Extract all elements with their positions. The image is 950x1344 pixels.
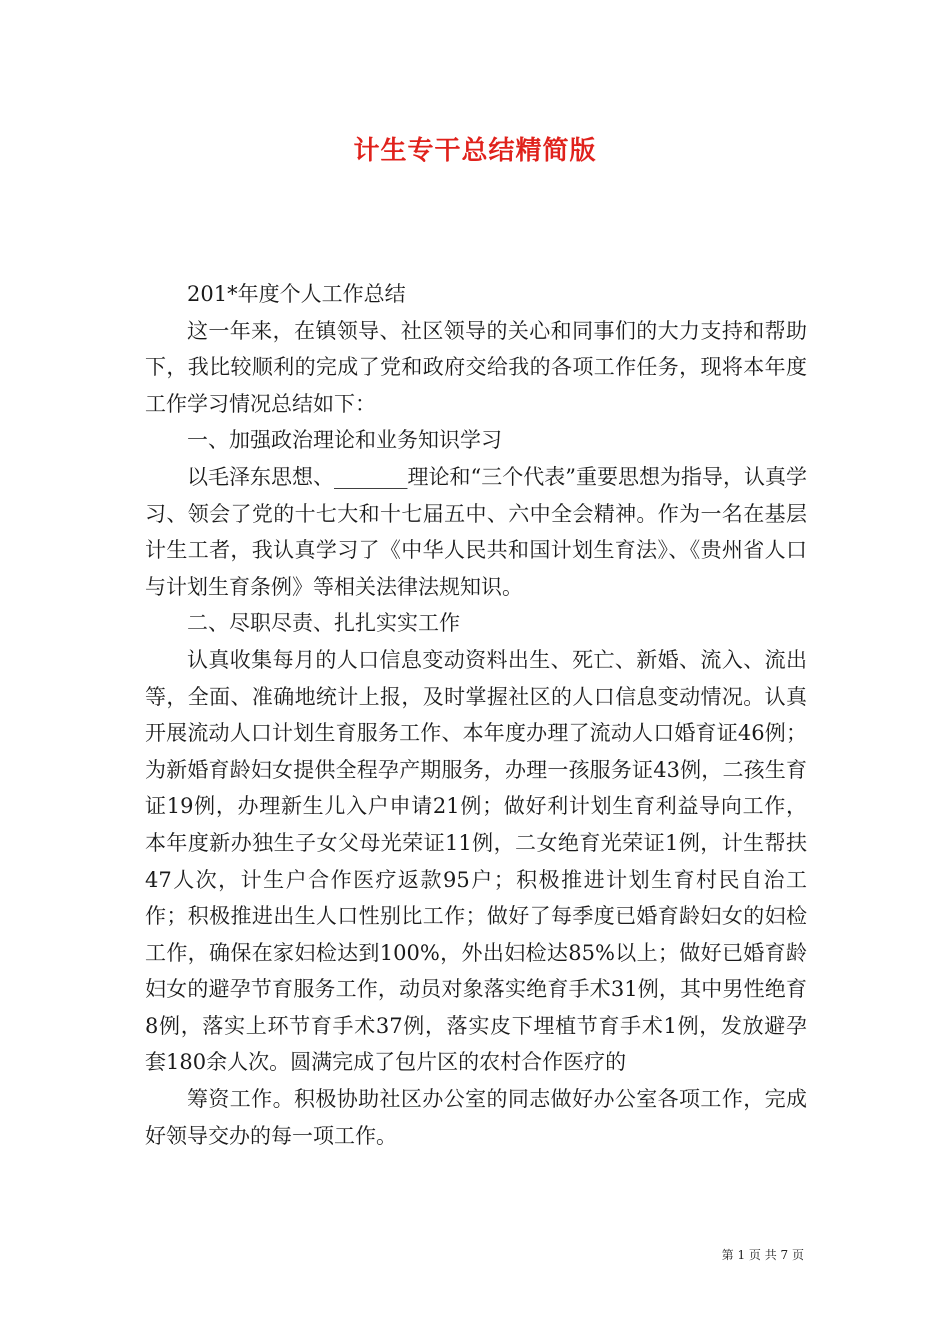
- paragraph-section-1: 以毛泽东思想、_______理论和“三个代表”重要思想为指导，认真学习、领会了党的十七大和十七届五中、六中全会精神。作为一名在基层计生工者，我认真学习了《中华人民共和国计划生育法》、《贵州省人口与计划生育条例》等相关法律法规知识。: [145, 464, 807, 599]
- section-heading-1: 一、加强政治理论和业务知识学习: [187, 428, 502, 453]
- document-title: 计生专干总结精简版: [353, 136, 597, 166]
- page-number: 第 1 页 共 7 页: [721, 1248, 804, 1262]
- paragraph-intro: 这一年来，在镇领导、社区领导的关心和同事们的大力支持和帮助下，我比较顺利的完成了党和政府交给我的各项工作任务，现将本年度工作学习情况总结如下：: [145, 318, 807, 416]
- section-heading-2: 二、尽职尽责、扎扎实实工作: [187, 611, 460, 636]
- paragraph-heading: 201*年度个人工作总结: [187, 282, 406, 306]
- document-body: [145, 276, 807, 1154]
- paragraph-continuation: 筹资工作。积极协助社区办公室的同志做好办公室各项工作，完成好领导交办的每一项工作。: [145, 1087, 807, 1148]
- paragraph-section-2: 认真收集每月的人口信息变动资料出生、死亡、新婚、流入、流出等，全面、准确地统计上报，及时掌握社区的人口信息变动情况。认真开展流动人口计划生育服务工作、本年度办理了流动人口婚育证46例；为新婚育龄妇女提供全程孕产期服务，办理一孩服务证43例，二孩生育证19例，办理新生儿入户申请21例；做好利计划生育利益导向工作，本年度新办独生子女父母光荣证11例，二女绝育光荣证1例，计生帮扶47人次，计生户合作医疗返款95户；积极推进计划生育村民自治工作；积极推进出生人口性别比工作；做好了每季度已婚育龄妇女的妇检工作，确保在家妇检达到100%，外出妇检达85%以上；做好已婚育龄妇女的避孕节育服务工作，动员对象落实绝育手术31例，其中男性绝育8例，落实上环节育手术37例，落实皮下埋植节育手术1例，发放避孕套180余人次。圆满完成了包片区的农村合作医疗的: [145, 647, 807, 1075]
